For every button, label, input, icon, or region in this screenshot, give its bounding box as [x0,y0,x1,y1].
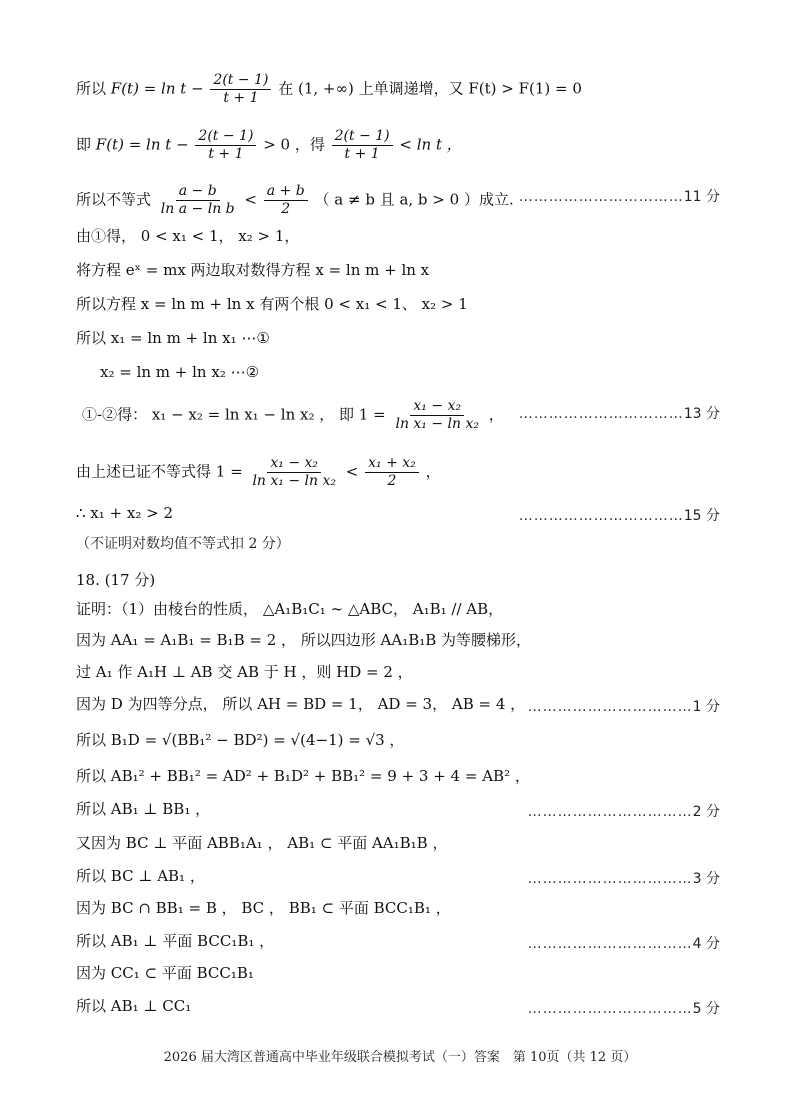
text: 即 [76,135,92,154]
numerator: 2(t − 1) [332,128,393,146]
denominator: 2 [387,473,397,489]
question-18-heading: 18. (17 分) [76,571,156,589]
score-mark-5 [528,998,720,1018]
solution-line-2 [76,128,462,163]
page-footer: 2026 届大湾区普通高中毕业年级联合模拟考试（一）答案 第 10页（共 12 页） [163,1050,637,1065]
text: ， [425,462,441,481]
fraction [249,455,339,490]
numerator: a + b [264,183,308,201]
score-value: 13 分 [683,406,720,422]
solution-line-15: 因为 AA₁ = A₁B₁ = B₁B = 2 ， 所以四边形 AA₁B₁B 为等腰梯形， [76,631,532,649]
text: 所以 [76,79,107,98]
text: 所以不等式 [76,190,152,209]
deduction-note: （不证明对数均值不等式扣 2 分） [76,536,290,552]
math-expression: < [345,462,359,481]
leader-dots: …………………………… [518,406,684,422]
fraction [365,455,419,490]
denominator: 2 [281,201,291,217]
solution-line-24: 所以 AB₁ ⊥ 平面 BCC₁B₁ ， [76,932,275,950]
denominator: ln x₁ − ln x₂ [395,416,480,432]
score-mark-11 [519,186,720,206]
math-expression: F(t) = ln t − [95,135,189,154]
math-expression: F(t) = ln t − [110,79,204,98]
score-mark-13 [519,403,720,423]
text: （ a ≠ b 且 a, b > 0 ）成立. [314,190,514,209]
score-value: 1 分 [692,699,720,715]
score-mark-3 [528,868,720,888]
text: ， [488,405,504,424]
solution-line-19: 所以 AB₁² + BB₁² = AD² + B₁D² + BB₁² = 9 + 3 + 4 = AB² ， [76,767,530,785]
score-mark-4 [528,933,720,953]
fraction [332,128,393,163]
leader-dots: …………………………… [527,804,693,820]
denominator: t + 1 [208,146,244,162]
solution-line-16: 过 A₁ 作 A₁H ⊥ AB 交 AB 于 H ，则 HD = 2 ， [76,663,413,681]
leader-dots: …………………………… [527,936,693,952]
leader-dots: …………………………… [527,1001,693,1017]
score-value: 4 分 [692,936,720,952]
solution-line-22: 所以 BC ⊥ AB₁ ， [76,867,205,885]
leader-dots: …………………………… [527,871,693,887]
solution-line-3 [76,183,514,218]
solution-line-5: 将方程 eˣ = mx 两边取对数得方程 x = ln m + ln x [76,261,430,279]
math-expression: < ln t ， [399,135,462,154]
text: 在 (1, +∞) 上单调递增，又 F(t) > F(1) = 0 [278,79,582,98]
text: ①-②得： x₁ − x₂ = ln x₁ − ln x₂ ， 即 1 = [82,405,386,424]
leader-dots: …………………………… [527,699,693,715]
solution-line-26: 所以 AB₁ ⊥ CC₁ [76,997,192,1015]
fraction [392,398,482,433]
numerator: 2(t − 1) [210,72,271,90]
denominator: t + 1 [344,146,380,162]
math-expression: < [244,190,257,209]
score-value: 11 分 [683,189,720,205]
score-value: 5 分 [692,1001,720,1017]
solution-line-11: ∴ x₁ + x₂ > 2 [76,504,174,522]
score-value: 2 分 [692,804,720,820]
numerator: x₁ + x₂ [365,455,419,473]
text: 由上述已证不等式得 1 = [76,462,243,481]
solution-line-8: x₂ = ln m + ln x₂ ⋯② [100,363,260,381]
score-mark-1 [528,696,720,716]
score-value: 15 分 [683,508,720,524]
score-mark-15 [519,505,720,525]
fraction [158,183,238,218]
solution-line-18: 所以 B₁D = √(BB₁² − BD²) = √(4−1) = √3 ， [76,731,405,749]
text: > 0 ，得 [263,135,325,154]
denominator: t + 1 [223,90,259,106]
solution-line-6: 所以方程 x = ln m + ln x 有两个根 0 < x₁ < 1、 x₂ > 1 [76,295,468,313]
numerator: 2(t − 1) [195,128,256,146]
solution-line-17: 因为 D 为四等分点， 所以 AH = BD = 1， AD = 3， AB = 4 ， [76,695,526,713]
fraction [210,72,271,107]
solution-line-4: 由①得， 0 < x₁ < 1， x₂ > 1， [76,227,300,245]
solution-line-9 [82,398,504,433]
solution-line-1 [76,72,582,107]
solution-line-14: 证明：（1）由棱台的性质， △A₁B₁C₁ ∼ △ABC， A₁B₁ // AB， [76,600,504,618]
score-value: 3 分 [692,871,720,887]
fraction [264,183,308,218]
numerator: a − b [176,183,220,201]
solution-line-25: 因为 CC₁ ⊂ 平面 BCC₁B₁ [76,964,254,982]
leader-dots: …………………………… [518,508,684,524]
denominator: ln a − ln b [160,201,235,217]
numerator: x₁ − x₂ [410,398,464,416]
solution-line-23: 因为 BC ∩ BB₁ = B ， BC ， BB₁ ⊂ 平面 BCC₁B₁ ， [76,899,451,917]
score-mark-2 [528,801,720,821]
solution-line-21: 又因为 BC ⊥ 平面 ABB₁A₁ ， AB₁ ⊂ 平面 AA₁B₁B ， [76,834,448,852]
solution-line-7: 所以 x₁ = ln m + ln x₁ ⋯① [76,329,270,347]
leader-dots: …………………………… [518,189,684,205]
numerator: x₁ − x₂ [267,455,321,473]
solution-line-20: 所以 AB₁ ⊥ BB₁ ， [76,800,211,818]
denominator: ln x₁ − ln x₂ [252,473,336,489]
fraction [195,128,256,163]
solution-line-10 [76,455,441,490]
